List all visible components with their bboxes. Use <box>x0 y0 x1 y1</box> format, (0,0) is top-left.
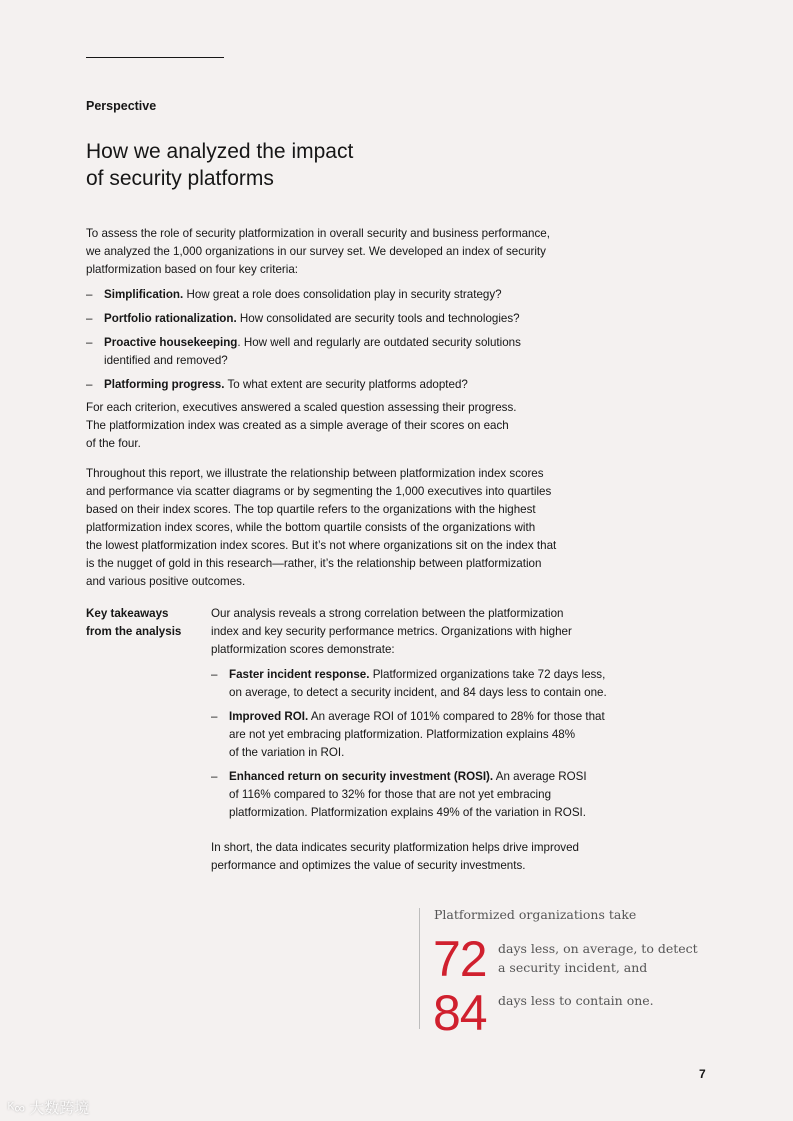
text-line: platformization scores demonstrate: <box>211 643 395 656</box>
takeaway-title: Enhanced return on security investment (ROSI). <box>229 770 494 783</box>
takeaway-text: are not yet embracing platformization. Platformization explains 48% <box>229 728 576 741</box>
takeaways-label <box>86 605 181 641</box>
takeaway-text: on average, to detect a security incident, and 84 days less to contain one. <box>229 686 607 699</box>
criterion-title: Simplification. <box>104 288 184 301</box>
text-line: Throughout this report, we illustrate the relationship between platformization index scores <box>86 467 544 480</box>
text-line: index and key security performance metrics. Organizations with higher <box>211 625 572 638</box>
text-line: platformization index scores, while the bottom quartile consists of the organizations with <box>86 521 536 534</box>
takeaway-text: platformization. Platformization explains 49% of the variation in ROSI. <box>229 806 587 819</box>
text-line: days less, on average, to detect <box>498 941 698 956</box>
takeaway-text: of 116% compared to 32% for those that are not yet embracing <box>229 788 552 801</box>
dash: – <box>86 378 93 391</box>
text-line: In short, the data indicates security platformization helps drive improved <box>211 841 579 854</box>
title-line: How we analyzed the impact <box>86 140 354 163</box>
criterion-text: How consolidated are security tools and technologies? <box>236 312 520 325</box>
text-line: a security incident, and <box>498 960 648 975</box>
criterion-text: How great a role does consolidation play in security strategy? <box>183 288 502 301</box>
text-line: Our analysis reveals a strong correlation between the platformization <box>211 607 564 620</box>
summary-paragraph <box>211 839 579 875</box>
text-line: platformization based on four key criteria: <box>86 263 299 276</box>
watermark-text: 大数跨境 <box>29 1100 90 1117</box>
text-line: we analyzed the 1,000 organizations in our survey set. We developed an index of security <box>86 245 546 258</box>
title-line: of security platforms <box>86 167 274 190</box>
text-line: of the four. <box>86 437 141 450</box>
text-line: and performance via scatter diagrams or by segmenting the 1,000 executives into quartiles <box>86 485 552 498</box>
text-line: performance and optimizes the value of security investments. <box>211 859 526 872</box>
top-rule <box>86 57 224 58</box>
takeaway-text: An average ROI of 101% compared to 28% for those that <box>308 710 605 723</box>
watermark-logo-icon: ᴷ∞ <box>8 1100 30 1117</box>
eyebrow: Perspective <box>86 99 157 113</box>
dash: – <box>86 336 93 349</box>
takeaway-text: Platformized organizations take 72 days less, <box>369 668 606 681</box>
callout-bar <box>419 908 420 1029</box>
stat-84-text: days less to contain one. <box>498 993 654 1008</box>
criterion-text: To what extent are security platforms adopted? <box>224 378 468 391</box>
takeaway-title: Improved ROI. <box>229 710 309 723</box>
takeaways-intro <box>211 605 572 659</box>
callout-lead: Platformized organizations take <box>434 907 637 922</box>
criterion-title: Proactive housekeeping <box>104 336 238 349</box>
dash: – <box>211 710 218 723</box>
text-line: is the nugget of gold in this research—rather, it’s the relationship between platformization <box>86 557 542 570</box>
takeaway-title: Faster incident response. <box>229 668 370 681</box>
dash: – <box>86 288 93 301</box>
paragraph-3 <box>86 465 556 591</box>
criterion-title: Portfolio rationalization. <box>104 312 237 325</box>
text-line: the lowest platformization index scores. But it’s not where organizations sit on the index that <box>86 539 557 552</box>
text-line: based on their index scores. The top quartile refers to the organizations with the highest <box>86 503 536 516</box>
stat-84: 84 <box>433 985 487 1041</box>
paragraph-2 <box>86 399 516 453</box>
text-line: Key takeaways <box>86 607 169 620</box>
criterion-text: . How well and regularly are outdated security solutions <box>237 336 521 349</box>
stat-72-text <box>498 939 698 977</box>
dash: – <box>211 668 218 681</box>
intro-paragraph <box>86 225 550 279</box>
criterion-text: identified and removed? <box>104 353 228 367</box>
dash: – <box>211 770 218 783</box>
text-line: To assess the role of security platformization in overall security and business performance, <box>86 227 550 240</box>
takeaway-text: An average ROSI <box>493 770 587 783</box>
page-title <box>86 138 353 192</box>
text-line: from the analysis <box>86 625 182 638</box>
stat-72: 72 <box>433 931 487 987</box>
text-line: and various positive outcomes. <box>86 575 246 588</box>
text-line: For each criterion, executives answered a scaled question assessing their progress. <box>86 401 517 414</box>
takeaway-text: of the variation in ROI. <box>229 746 345 759</box>
watermark <box>8 1097 89 1118</box>
dash: – <box>86 312 93 325</box>
page-number: 7 <box>699 1067 706 1081</box>
criterion-title: Platforming progress. <box>104 378 225 391</box>
text-line: The platformization index was created as a simple average of their scores on each <box>86 419 509 432</box>
